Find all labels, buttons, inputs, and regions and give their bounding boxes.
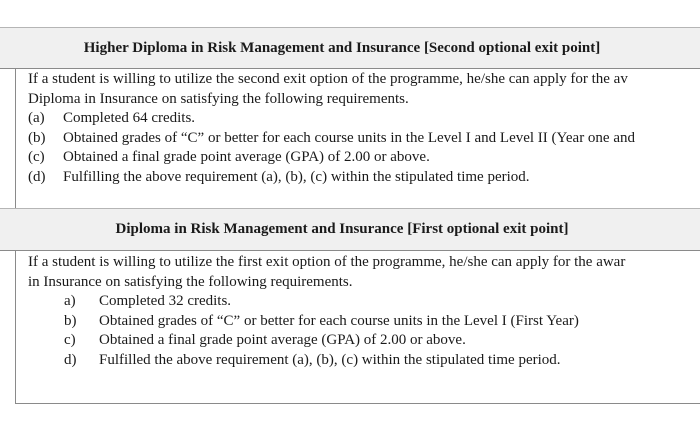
- diploma-intro-line-2: in Insurance on satisfying the following requirements.: [28, 273, 353, 290]
- higher-diploma-title: Higher Diploma in Risk Management and Insurance [Second optional exit point]: [83, 39, 601, 56]
- requirement-item: [28, 312, 700, 332]
- item-marker: d): [64, 351, 77, 368]
- item-marker: a): [64, 293, 76, 309]
- item-text: Obtained grades of “C” or better for each course units in the Level I (First Year): [99, 312, 579, 329]
- item-marker: (a): [28, 110, 45, 126]
- item-text: Completed 32 credits.: [99, 293, 232, 309]
- item-text: Obtained a final grade point average (GPA) of 2.00 or above.: [63, 149, 430, 165]
- requirement-item: [28, 148, 700, 168]
- item-marker: (d): [28, 168, 46, 185]
- item-text: Fulfilling the above requirement (a), (b), (c) within the stipulated time period.: [63, 168, 530, 185]
- diploma-intro-line-1: If a student is willing to utilize the first exit option of the programme, he/she can apply for the awar: [28, 254, 626, 270]
- higher-diploma-header: [0, 27, 700, 69]
- item-text: Obtained a final grade point average (GPA) of 2.00 or above.: [99, 332, 466, 348]
- item-text: Obtained grades of “C” or better for each course units in the Level I and Level II (Year one and: [63, 129, 635, 146]
- diploma-body: [15, 251, 700, 404]
- item-marker: b): [64, 312, 77, 329]
- diploma-title: Diploma in Risk Management and Insurance [First optional exit point]: [115, 221, 569, 237]
- higher-diploma-intro-line-2: Diploma in Insurance on satisfying the following requirements.: [28, 90, 409, 107]
- item-marker: (c): [28, 149, 45, 165]
- requirement-item: [28, 331, 700, 351]
- diploma-header: [0, 208, 700, 251]
- item-text: Fulfilled the above requirement (a), (b), (c) within the stipulated time period.: [99, 351, 561, 368]
- requirement-item: [28, 168, 700, 188]
- item-marker: c): [64, 332, 76, 348]
- requirement-item: [28, 351, 700, 371]
- item-marker: (b): [28, 129, 46, 146]
- requirement-item: [28, 292, 700, 312]
- higher-diploma-intro-line-1: If a student is willing to utilize the second exit option of the programme, he/she can apply for the av: [28, 71, 628, 87]
- requirement-item: [28, 109, 700, 129]
- item-text: Completed 64 credits.: [63, 110, 196, 126]
- requirement-item: [28, 129, 700, 149]
- higher-diploma-body: [15, 69, 700, 209]
